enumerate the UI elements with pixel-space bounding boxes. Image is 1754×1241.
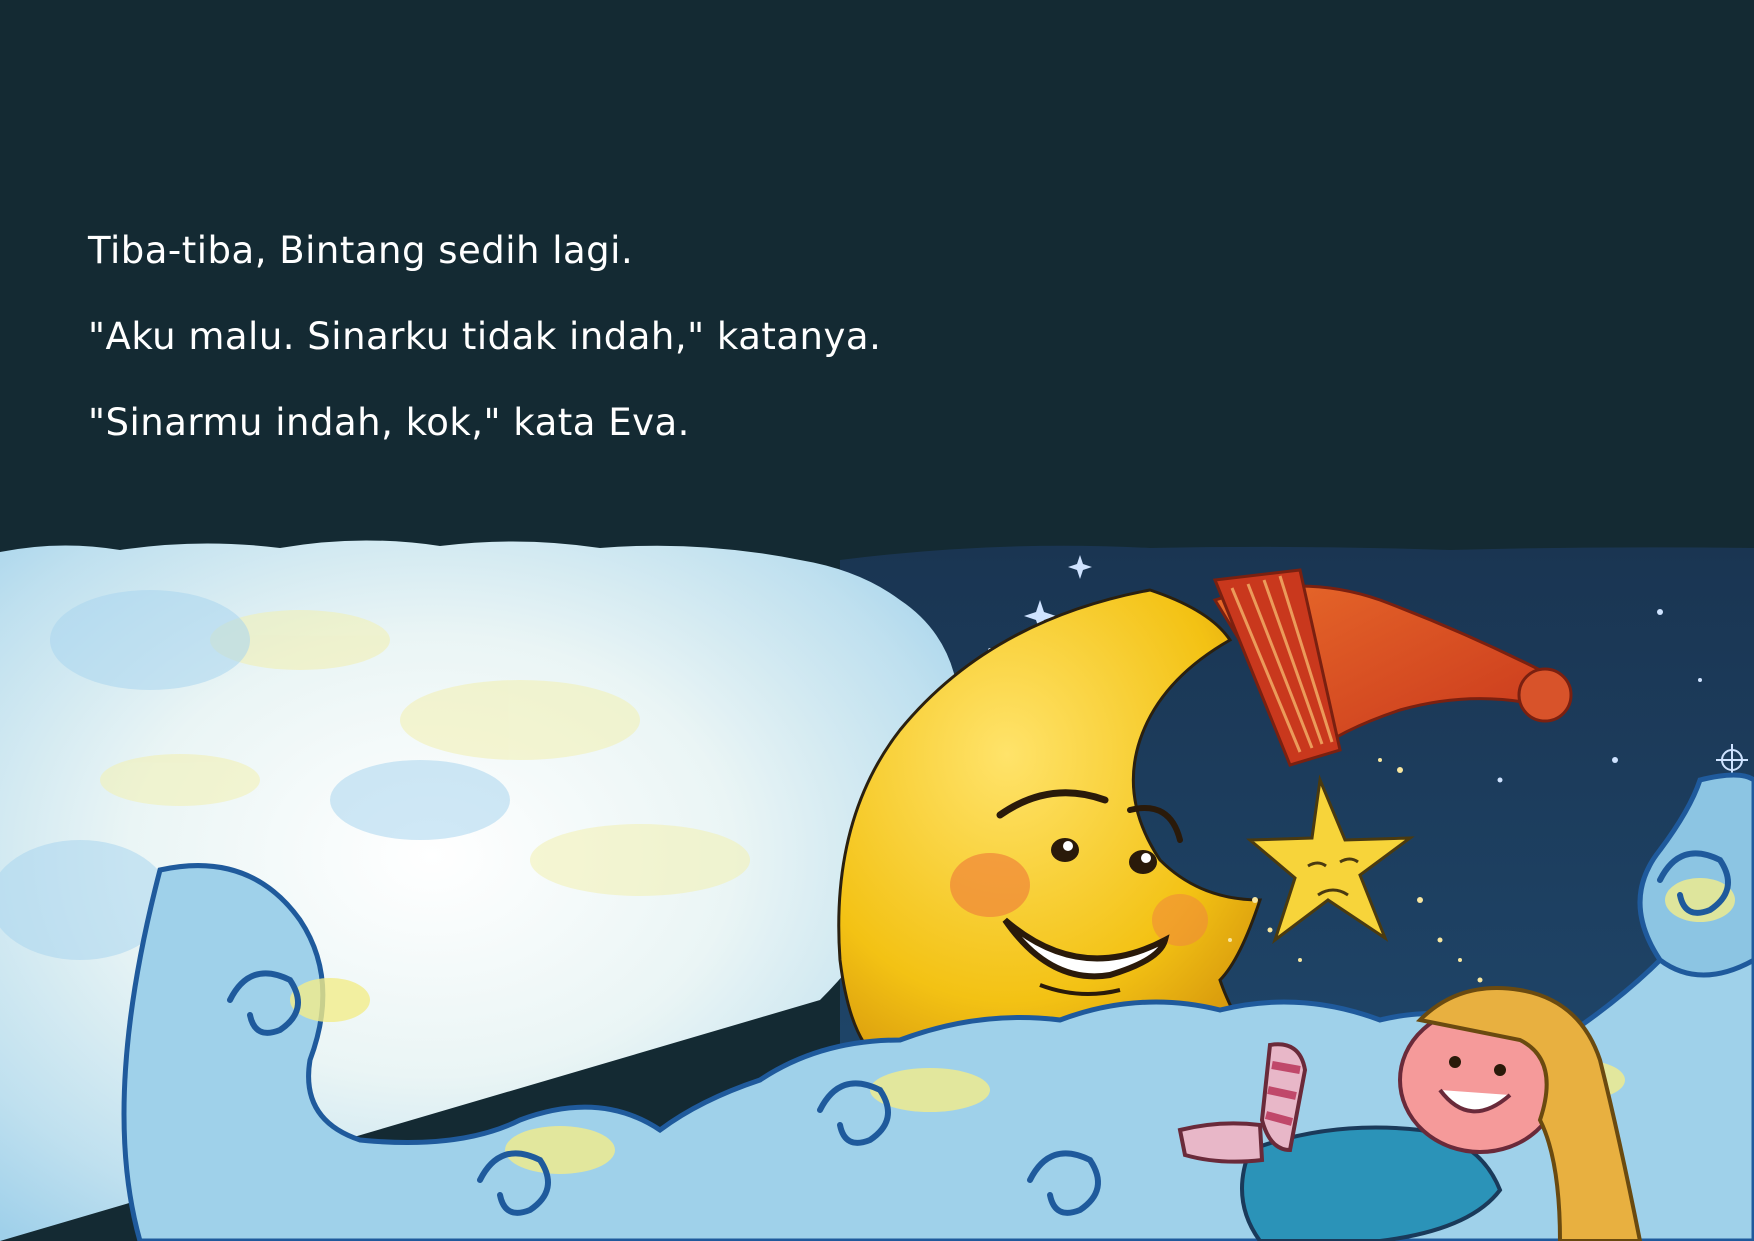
story-line-3: "Sinarmu indah, kok," kata Eva. xyxy=(88,401,690,444)
story-line-2: "Aku malu. Sinarku tidak indah," katanya. xyxy=(88,315,882,358)
story-text xyxy=(88,228,1088,486)
story-line-1: Tiba-tiba, Bintang sedih lagi. xyxy=(88,229,634,272)
